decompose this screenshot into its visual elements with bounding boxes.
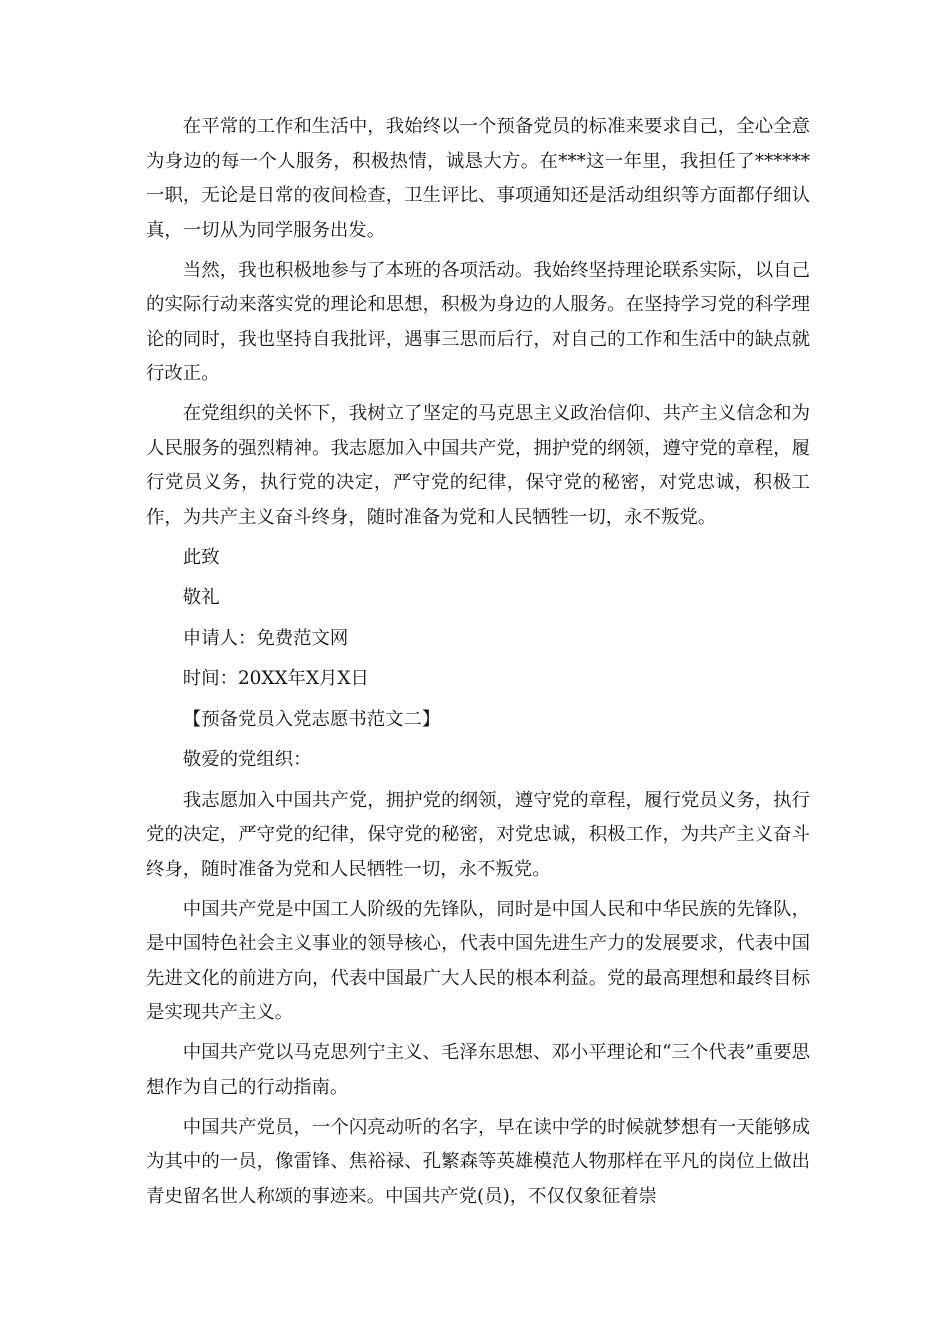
paragraph: 在党组织的关怀下，我树立了坚定的马克思主义政治信仰、共产主义信念和为人民服务的强烈精神。我志愿加入中国共产党，拥护党的纲领，遵守党的章程，履行党员义务，执行党的决定，严守党的纪律，保守党的秘密，对党忠诚，积极工作，为共产主义奋斗终身，随时准备为党和人民牺牲一切，永不叛党。 (146, 403, 810, 528)
date-line: 时间：20XX年X月X日 (182, 668, 369, 689)
closing-salutation-1: 此致 (182, 546, 220, 568)
paragraph: 在平常的工作和生活中，我始终以一个预备党员的标准来要求自己，全心全意为身边的每一个人服务，积极热情，诚恳大方。在***这一年里，我担任了******一职，无论是日常的夜间检查，卫生评比、事项通知还是活动组织等方面都仔细认真，一切从为同学服务出发。 (146, 116, 810, 241)
greeting-line: 敬爱的党组织： (182, 749, 312, 770)
paragraph: 中国共产党以马克思列宁主义、毛泽东思想、邓小平理论和“三个代表”重要思想作为自己的行动指南。 (146, 1042, 810, 1098)
closing-salutation-2: 敬礼 (182, 587, 220, 608)
document-body (146, 110, 810, 1220)
paragraph: 中国共产党是中国工人阶级的先锋队，同时是中国人民和中华民族的先锋队，是中国特色社会主义事业的领导核心，代表中国先进生产力的发展要求，代表中国先进文化的前进方向，代表中国最广大人民的根本利益。党的最高理想和最终目标是实现共产主义。 (146, 898, 810, 1023)
applicant-line: 申请人：免费范文网 (182, 627, 349, 649)
section-title: 【预备党员入党志愿书范文二】 (182, 708, 441, 730)
paragraph: 当然，我也积极地参与了本班的各项活动。我始终坚持理论联系实际，以自己的实际行动来落实党的理论和思想，积极为身边的人服务。在坚持学习党的科学理论的同时，我也坚持自我批评，遇事三思而后行，对自己的工作和生活中的缺点就行改正。 (146, 259, 810, 384)
paragraph: 我志愿加入中国共产党，拥护党的纲领，遵守党的章程，履行党员义务，执行党的决定，严守党的纪律，保守党的秘密，对党忠诚，积极工作，为共产主义奋斗终身，随时准备为党和人民牺牲一切，永不叛党。 (146, 789, 810, 880)
paragraph: 中国共产党员，一个闪亮动听的名字，早在读中学的时候就梦想有一天能够成为其中的一员，像雷锋、焦裕禄、孔繁森等英雄模范人物那样在平凡的岗位上做出青史留名世人称颂的事迹来。中国共产党(员)，不仅仅象征着崇 (146, 1116, 810, 1207)
